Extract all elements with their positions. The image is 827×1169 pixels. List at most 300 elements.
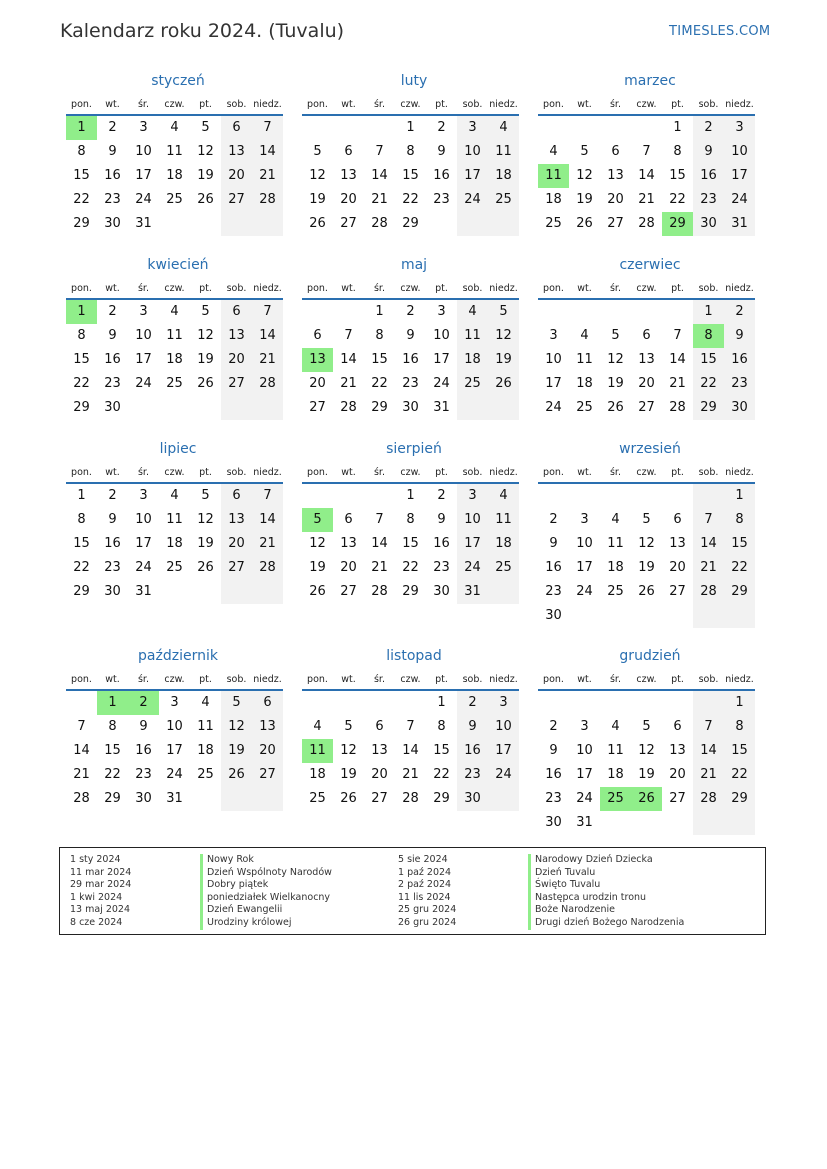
empty-cell [252, 787, 283, 811]
empty-cell [190, 787, 221, 811]
day-cell: 19 [340, 767, 357, 782]
day-cell: 15 [104, 743, 121, 758]
weekday-header: wt. [333, 462, 364, 484]
day-cell: 22 [104, 767, 121, 782]
day-cell: 16 [104, 352, 121, 367]
day-cell: 29 [693, 396, 724, 420]
day-cell: 25 [607, 584, 624, 599]
day-cell: 31 [135, 216, 152, 231]
day-cell: 4 [313, 719, 322, 734]
empty-cell [333, 116, 364, 140]
empty-cell [600, 691, 631, 715]
page-title: Kalendarz roku 2024. (Tuvalu) [60, 20, 345, 42]
day-cell: 8 [108, 719, 117, 734]
day-cell: 14 [402, 743, 419, 758]
month-grid [66, 462, 290, 604]
weekday-header: wt. [97, 669, 128, 691]
weekday-header: wt. [97, 278, 128, 300]
day-cell: 26 [638, 584, 655, 599]
day-cell: 16 [104, 536, 121, 551]
empty-cell [221, 580, 252, 604]
weekday-header: niedz. [724, 278, 755, 300]
day-cell: 9 [437, 512, 446, 527]
empty-cell [600, 604, 631, 628]
weekday-header: pt. [190, 669, 221, 691]
empty-cell [333, 691, 364, 715]
day-cell: 19 [197, 168, 214, 183]
day-cell: 14 [638, 168, 655, 183]
empty-cell [600, 300, 631, 324]
day-cell: 9 [108, 512, 117, 527]
day-cell: 19 [576, 192, 593, 207]
day-cell: 18 [488, 532, 519, 556]
day-cell: 13 [607, 168, 624, 183]
day-cell: 18 [488, 164, 519, 188]
day-cell: 11 [488, 140, 519, 164]
weekday-header: pon. [66, 94, 97, 116]
day-cell: 6 [221, 484, 252, 508]
day-cell: 20 [669, 767, 686, 782]
day-cell: 23 [433, 192, 450, 207]
day-cell: 21 [252, 532, 283, 556]
month-grid [538, 669, 762, 835]
month-grid [302, 94, 526, 236]
day-cell: 4 [488, 116, 519, 140]
day-cell: 21 [693, 763, 724, 787]
day-cell: 28 [693, 580, 724, 604]
weekday-header: sob. [457, 94, 488, 116]
empty-cell [333, 300, 364, 324]
weekday-header: pon. [302, 462, 333, 484]
weekday-header: sob. [457, 669, 488, 691]
day-cell: 31 [576, 815, 593, 830]
day-cell: 11 [607, 743, 624, 758]
day-cell: 9 [549, 743, 558, 758]
day-cell: 22 [402, 192, 419, 207]
day-cell: 24 [576, 584, 593, 599]
day-cell: 20 [221, 348, 252, 372]
day-cell: 9 [406, 328, 415, 343]
day-cell: 26 [197, 376, 214, 391]
day-cell: 14 [252, 140, 283, 164]
day-cell: 30 [693, 212, 724, 236]
day-cell: 6 [673, 512, 682, 527]
month-grid [302, 462, 526, 604]
day-cell: 24 [457, 556, 488, 580]
day-cell: 30 [104, 584, 121, 599]
day-cell: 1 [673, 120, 682, 135]
day-cell: 5 [344, 719, 353, 734]
day-cell: 14 [693, 739, 724, 763]
empty-cell [631, 484, 662, 508]
day-cell: 23 [402, 376, 419, 391]
weekday-header: wt. [569, 94, 600, 116]
day-cell: 1 [66, 300, 97, 324]
empty-cell [457, 212, 488, 236]
empty-cell [364, 691, 395, 715]
holiday-date: 1 sty 2024 [70, 854, 121, 865]
day-cell: 9 [108, 328, 117, 343]
day-cell: 20 [638, 376, 655, 391]
empty-cell [159, 580, 190, 604]
day-cell: 18 [197, 743, 214, 758]
day-cell: 21 [669, 376, 686, 391]
day-cell: 18 [545, 192, 562, 207]
holiday-date: 8 cze 2024 [70, 916, 123, 928]
day-cell: 22 [402, 560, 419, 575]
day-cell: 3 [457, 116, 488, 140]
day-cell: 3 [139, 488, 148, 503]
weekday-header: pt. [426, 94, 457, 116]
day-cell: 7 [693, 508, 724, 532]
day-cell: 7 [252, 484, 283, 508]
day-cell: 9 [724, 324, 755, 348]
day-cell: 8 [693, 324, 724, 348]
day-cell: 7 [77, 719, 86, 734]
holiday-date: 11 lis 2024 [398, 891, 451, 903]
empty-cell [221, 212, 252, 236]
day-cell: 3 [457, 484, 488, 508]
weekday-header: śr. [128, 462, 159, 484]
day-cell: 12 [197, 512, 214, 527]
day-cell: 17 [576, 560, 593, 575]
day-cell: 13 [221, 140, 252, 164]
day-cell: 23 [693, 188, 724, 212]
empty-cell [221, 787, 252, 811]
weekday-header: pon. [66, 278, 97, 300]
weekday-header: pt. [662, 669, 693, 691]
day-cell: 10 [135, 512, 152, 527]
day-cell: 7 [252, 300, 283, 324]
day-cell: 26 [309, 216, 326, 231]
day-cell: 21 [73, 767, 90, 782]
day-cell: 26 [221, 763, 252, 787]
day-cell: 26 [488, 372, 519, 396]
month-name: czerwiec [619, 257, 681, 273]
day-cell: 11 [607, 536, 624, 551]
weekday-header: sob. [221, 94, 252, 116]
day-cell: 23 [104, 376, 121, 391]
holiday-date: 11 mar 2024 [70, 866, 132, 878]
day-cell: 28 [638, 216, 655, 231]
month-name: lipiec [159, 441, 197, 457]
weekday-header: śr. [128, 278, 159, 300]
day-cell: 19 [309, 192, 326, 207]
holiday-name: Urodziny królowej [200, 917, 332, 930]
day-cell: 12 [197, 328, 214, 343]
day-cell: 16 [545, 767, 562, 782]
empty-cell [631, 604, 662, 628]
day-cell: 16 [135, 743, 152, 758]
empty-cell [190, 580, 221, 604]
empty-cell [488, 212, 519, 236]
holiday-name: Dzień Tuvalu [528, 867, 684, 880]
month-1 [66, 70, 290, 236]
empty-cell [600, 484, 631, 508]
day-cell: 31 [433, 400, 450, 415]
month-grid [538, 278, 762, 420]
day-cell: 5 [488, 300, 519, 324]
day-cell: 20 [221, 164, 252, 188]
day-cell: 25 [457, 372, 488, 396]
day-cell: 14 [371, 536, 388, 551]
day-cell: 2 [693, 116, 724, 140]
weekday-header: niedz. [252, 462, 283, 484]
day-cell: 29 [73, 584, 90, 599]
day-cell: 13 [252, 715, 283, 739]
day-cell: 26 [340, 791, 357, 806]
day-cell: 28 [73, 791, 90, 806]
empty-cell [364, 484, 395, 508]
day-cell: 16 [724, 348, 755, 372]
day-cell: 16 [104, 168, 121, 183]
day-cell: 24 [457, 188, 488, 212]
weekday-header: śr. [364, 94, 395, 116]
weekday-header: czw. [395, 94, 426, 116]
day-cell: 2 [457, 691, 488, 715]
day-cell: 2 [128, 691, 159, 715]
day-cell: 28 [371, 584, 388, 599]
day-cell: 25 [166, 376, 183, 391]
weekday-header: pt. [190, 94, 221, 116]
day-cell: 24 [135, 376, 152, 391]
weekday-header: śr. [128, 94, 159, 116]
day-cell: 17 [488, 739, 519, 763]
month-12 [538, 645, 762, 835]
empty-cell [364, 116, 395, 140]
weekday-header: pt. [662, 94, 693, 116]
day-cell: 2 [549, 512, 558, 527]
day-cell: 21 [340, 376, 357, 391]
day-cell: 3 [724, 116, 755, 140]
day-cell: 6 [252, 691, 283, 715]
empty-cell [488, 396, 519, 420]
day-cell: 17 [576, 767, 593, 782]
day-cell: 18 [457, 348, 488, 372]
day-cell: 24 [488, 763, 519, 787]
holiday-date: 1 paź 2024 [398, 866, 452, 878]
empty-cell [693, 691, 724, 715]
day-cell: 12 [197, 144, 214, 159]
weekday-header: pt. [426, 278, 457, 300]
day-cell: 11 [166, 512, 183, 527]
day-cell: 17 [135, 168, 152, 183]
day-cell: 12 [309, 168, 326, 183]
empty-cell [302, 691, 333, 715]
day-cell: 30 [433, 584, 450, 599]
empty-cell [190, 212, 221, 236]
month-name: marzec [624, 73, 676, 89]
day-cell: 15 [73, 168, 90, 183]
day-cell: 20 [371, 767, 388, 782]
day-cell: 7 [693, 715, 724, 739]
day-cell: 30 [402, 400, 419, 415]
day-cell: 30 [104, 400, 121, 415]
day-cell: 20 [607, 192, 624, 207]
weekday-header: pon. [302, 278, 333, 300]
day-cell: 6 [344, 144, 353, 159]
day-cell: 4 [170, 304, 179, 319]
empty-cell [693, 811, 724, 835]
day-cell: 3 [139, 120, 148, 135]
day-cell: 17 [457, 532, 488, 556]
day-cell: 12 [309, 536, 326, 551]
weekday-header: czw. [631, 462, 662, 484]
day-cell: 14 [371, 168, 388, 183]
weekday-header: wt. [333, 94, 364, 116]
empty-cell [426, 212, 457, 236]
day-cell: 21 [252, 164, 283, 188]
day-cell: 12 [221, 715, 252, 739]
empty-cell [538, 116, 569, 140]
empty-cell [333, 484, 364, 508]
weekday-header: wt. [97, 94, 128, 116]
day-cell: 23 [104, 560, 121, 575]
day-cell: 13 [340, 536, 357, 551]
day-cell: 14 [693, 532, 724, 556]
weekday-header: sob. [693, 462, 724, 484]
day-cell: 24 [166, 767, 183, 782]
weekday-header: sob. [693, 278, 724, 300]
day-cell: 28 [693, 787, 724, 811]
weekday-header: niedz. [252, 278, 283, 300]
day-cell: 10 [166, 719, 183, 734]
holiday-date: 25 gru 2024 [398, 904, 457, 916]
day-cell: 2 [724, 300, 755, 324]
weekday-header: sob. [221, 278, 252, 300]
empty-cell [662, 811, 693, 835]
weekday-header: czw. [395, 669, 426, 691]
day-cell: 4 [201, 695, 210, 710]
empty-cell [724, 811, 755, 835]
day-cell: 27 [221, 372, 252, 396]
day-cell: 19 [488, 348, 519, 372]
empty-cell [631, 691, 662, 715]
day-cell: 27 [221, 556, 252, 580]
day-cell: 11 [166, 144, 183, 159]
day-cell: 1 [724, 484, 755, 508]
day-cell: 28 [252, 372, 283, 396]
weekday-header: śr. [600, 669, 631, 691]
weekday-header: pt. [426, 462, 457, 484]
day-cell: 29 [724, 787, 755, 811]
day-cell: 7 [642, 144, 651, 159]
day-cell: 5 [611, 328, 620, 343]
month-name: maj [400, 257, 428, 273]
brand-link[interactable]: TIMESLES.COM [669, 24, 771, 39]
day-cell: 16 [545, 560, 562, 575]
month-name: luty [400, 73, 428, 89]
empty-cell [693, 484, 724, 508]
day-cell: 22 [433, 767, 450, 782]
day-cell: 7 [406, 719, 415, 734]
day-cell: 29 [73, 216, 90, 231]
day-cell: 1 [406, 488, 415, 503]
day-cell: 25 [488, 188, 519, 212]
day-cell: 29 [402, 216, 419, 231]
holiday-dates-left [70, 854, 131, 930]
day-cell: 16 [457, 739, 488, 763]
holiday-dates-right [398, 854, 456, 930]
day-cell: 15 [73, 536, 90, 551]
day-cell: 29 [662, 212, 693, 236]
weekday-header: sob. [221, 462, 252, 484]
day-cell: 29 [371, 400, 388, 415]
weekday-header: czw. [159, 94, 190, 116]
empty-cell [724, 604, 755, 628]
weekday-header: niedz. [724, 462, 755, 484]
holiday-names-left [200, 854, 332, 930]
day-cell: 5 [302, 508, 333, 532]
holiday-name: Święto Tuvalu [528, 879, 684, 892]
empty-cell [569, 604, 600, 628]
day-cell: 6 [344, 512, 353, 527]
empty-cell [66, 691, 97, 715]
day-cell: 25 [166, 192, 183, 207]
day-cell: 6 [313, 328, 322, 343]
weekday-header: śr. [128, 669, 159, 691]
weekday-header: czw. [159, 669, 190, 691]
holiday-name: Boże Narodzenie [528, 904, 684, 917]
month-11 [302, 645, 526, 811]
weekday-header: pt. [662, 278, 693, 300]
month-3 [538, 70, 762, 236]
day-cell: 25 [197, 767, 214, 782]
weekday-header: czw. [395, 462, 426, 484]
day-cell: 4 [611, 512, 620, 527]
weekday-header: wt. [569, 669, 600, 691]
holiday-date: 2 paź 2024 [398, 879, 452, 891]
month-grid [66, 669, 290, 811]
day-cell: 14 [340, 352, 357, 367]
day-cell: 10 [135, 328, 152, 343]
day-cell: 20 [340, 192, 357, 207]
day-cell: 7 [344, 328, 353, 343]
day-cell: 19 [638, 767, 655, 782]
day-cell: 5 [201, 120, 210, 135]
weekday-header: pon. [302, 669, 333, 691]
day-cell: 17 [135, 352, 152, 367]
month-grid [538, 94, 762, 236]
holiday-name: poniedziałek Wielkanocny [200, 892, 332, 905]
day-cell: 29 [73, 400, 90, 415]
day-cell: 28 [252, 188, 283, 212]
day-cell: 27 [340, 584, 357, 599]
day-cell: 16 [693, 164, 724, 188]
month-10 [66, 645, 290, 811]
day-cell: 22 [371, 376, 388, 391]
weekday-header: czw. [159, 278, 190, 300]
day-cell: 8 [375, 328, 384, 343]
day-cell: 6 [221, 300, 252, 324]
day-cell: 11 [538, 164, 569, 188]
empty-cell [488, 787, 519, 811]
day-cell: 5 [642, 719, 651, 734]
weekday-header: pt. [662, 462, 693, 484]
empty-cell [302, 300, 333, 324]
day-cell: 21 [371, 560, 388, 575]
weekday-header: śr. [364, 278, 395, 300]
day-cell: 13 [221, 508, 252, 532]
holiday-date: 1 kwi 2024 [70, 891, 123, 903]
day-cell: 11 [166, 328, 183, 343]
day-cell: 14 [669, 352, 686, 367]
month-2 [302, 70, 526, 236]
day-cell: 19 [197, 352, 214, 367]
empty-cell [302, 484, 333, 508]
day-cell: 18 [166, 352, 183, 367]
day-cell: 5 [201, 304, 210, 319]
